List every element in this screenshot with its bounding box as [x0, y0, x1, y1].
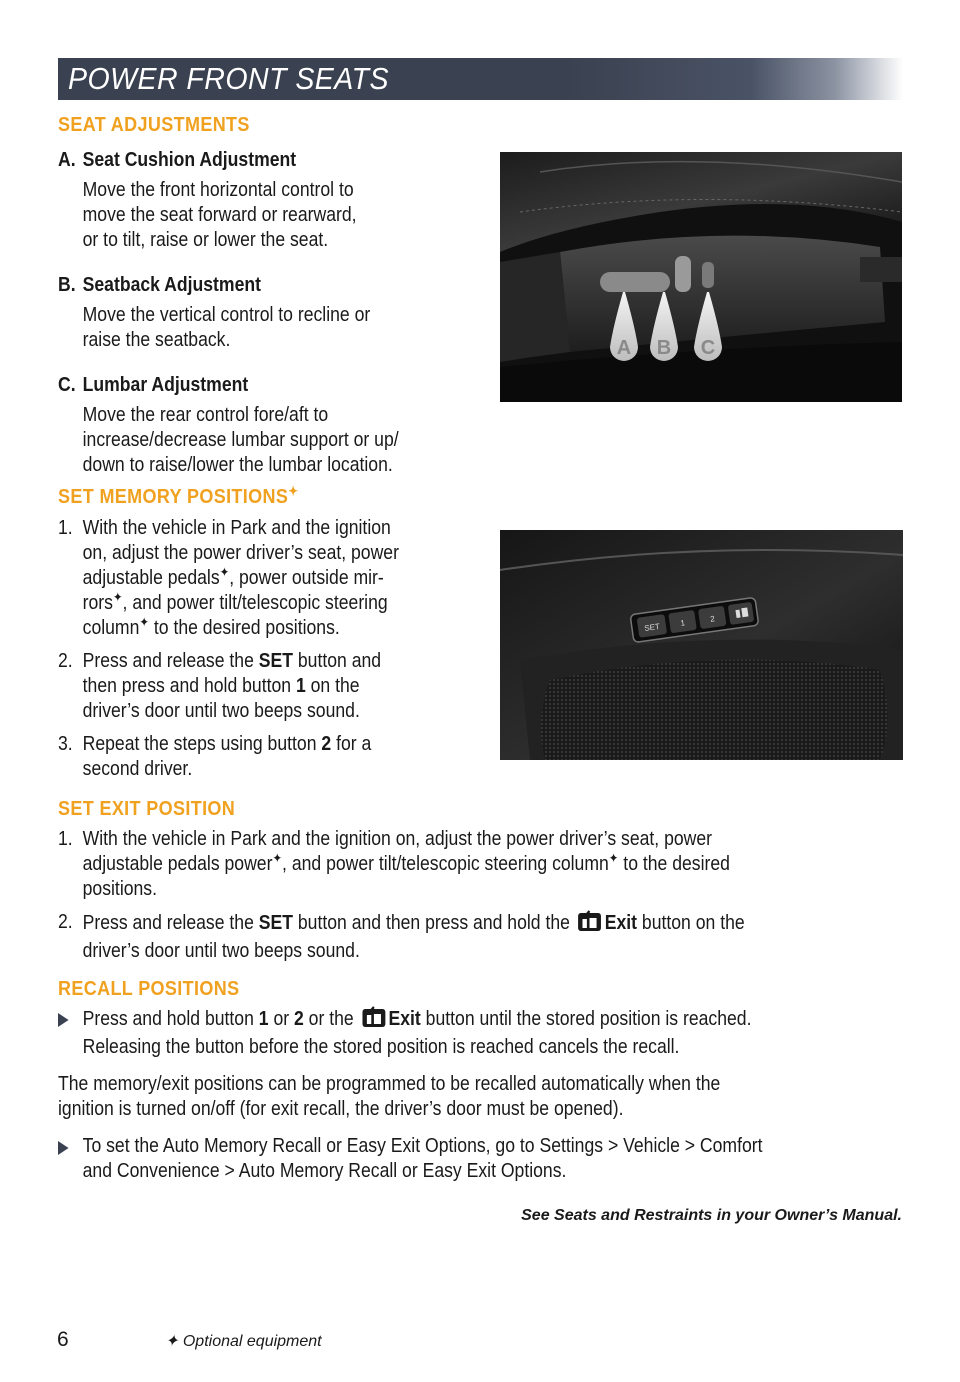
item-letter: C. — [58, 374, 76, 396]
item-line: Move the rear control fore/aft to — [82, 404, 329, 426]
page-number: 6 — [57, 1328, 69, 1351]
set-exit-steps — [58, 827, 903, 964]
button-1-label: 1 — [679, 618, 686, 628]
recall-item-2: To set the Auto Memory Recall or Easy Exit Options, go to Settings > Vehicle > Comfort and Convenience > Auto Memory Recall or Easy Exit Options. — [58, 1134, 903, 1184]
set-button-label: SET — [643, 621, 661, 633]
step-3: 3. Repeat the steps using button 2 for a second driver. — [58, 733, 372, 780]
item-line: or to tilt, raise or lower the seat. — [82, 229, 329, 251]
page-title: POWER FRONT SEATS — [68, 61, 390, 96]
item-line: Move the vertical control to recline or — [82, 304, 371, 326]
set-exit-heading: SET EXIT POSITION — [58, 798, 236, 820]
seat-adjustments-list — [58, 148, 472, 478]
recall-paragraph: The memory/exit positions can be programmed to be recalled automatically when the ignition is turned on/off (for exit recall, the driver’s door must be opened). — [58, 1073, 721, 1120]
arrow-bullet-icon — [58, 1013, 69, 1027]
item-letter: A. — [58, 149, 76, 171]
callout-c: C — [700, 337, 716, 359]
recall-item-1: Press and hold button 1 or 2 or the Exit button until the stored position is reached. Releasing the button before the stored position is reached cancels the recall. — [58, 1006, 903, 1060]
optional-dagger: ✦ — [165, 1333, 179, 1350]
recall-heading: RECALL POSITIONS — [58, 978, 240, 1000]
exit-step-1: 1. With the vehicle in Park and the ignition on, adjust the power driver’s seat, power adjustable pedals power✦, and power tilt/telescopic steering column✦ to the desired positions. — [58, 828, 730, 900]
seat-controls-photo — [500, 152, 902, 402]
callout-b: B — [656, 337, 672, 359]
step-1: 1. With the vehicle in Park and the ignition on, adjust the power driver’s seat, power adjustable pedals✦, power outside mir- rors✦, and power tilt/telescopic steering column✦ to the desired positions. — [58, 517, 399, 639]
item-letter: B. — [58, 274, 76, 296]
item-line: increase/decrease lumbar support or up/ — [82, 429, 399, 451]
item-line: move the seat forward or rearward, — [82, 204, 357, 226]
callout-a: A — [616, 337, 632, 359]
adjustment-item-c — [58, 373, 472, 478]
step-2: 2. Press and release the SET button and then press and hold button 1 on the driver’s door until two beeps sound. — [58, 650, 382, 722]
item-line: down to raise/lower the lumbar location. — [82, 454, 393, 476]
seat-adjustments-heading: SEAT ADJUSTMENTS — [58, 114, 250, 136]
set-memory-heading: SET MEMORY POSITIONS✦ — [58, 483, 299, 508]
item-line: Move the front horizontal control to — [82, 179, 354, 201]
arrow-bullet-icon — [58, 1141, 69, 1155]
recall-content — [58, 1006, 903, 1184]
button-2-label: 2 — [709, 614, 716, 624]
item-title: Seatback Adjustment — [82, 274, 261, 296]
exit-step-2: 2. Press and release the SET button and then press and hold the Exit button on the driver’s door until two beeps sound. — [58, 911, 745, 962]
section-banner — [58, 58, 903, 100]
adjustment-item-a — [58, 148, 472, 253]
item-line: raise the seatback. — [82, 329, 231, 351]
optional-dagger: ✦ — [288, 483, 299, 499]
door-memory-buttons-photo — [500, 530, 903, 760]
adjustment-item-b — [58, 273, 472, 353]
owners-manual-reference: See Seats and Restraints in your Owner’s Manual. — [521, 1207, 902, 1224]
optional-equipment-note: ✦ Optional equipment — [165, 1333, 322, 1350]
exit-icon — [577, 910, 602, 939]
set-memory-steps — [58, 516, 472, 782]
item-title: Seat Cushion Adjustment — [82, 149, 297, 171]
door-buttons-illustration — [500, 530, 903, 760]
seat-controls-illustration — [500, 152, 902, 402]
item-title: Lumbar Adjustment — [82, 374, 249, 396]
exit-icon — [361, 1006, 386, 1035]
